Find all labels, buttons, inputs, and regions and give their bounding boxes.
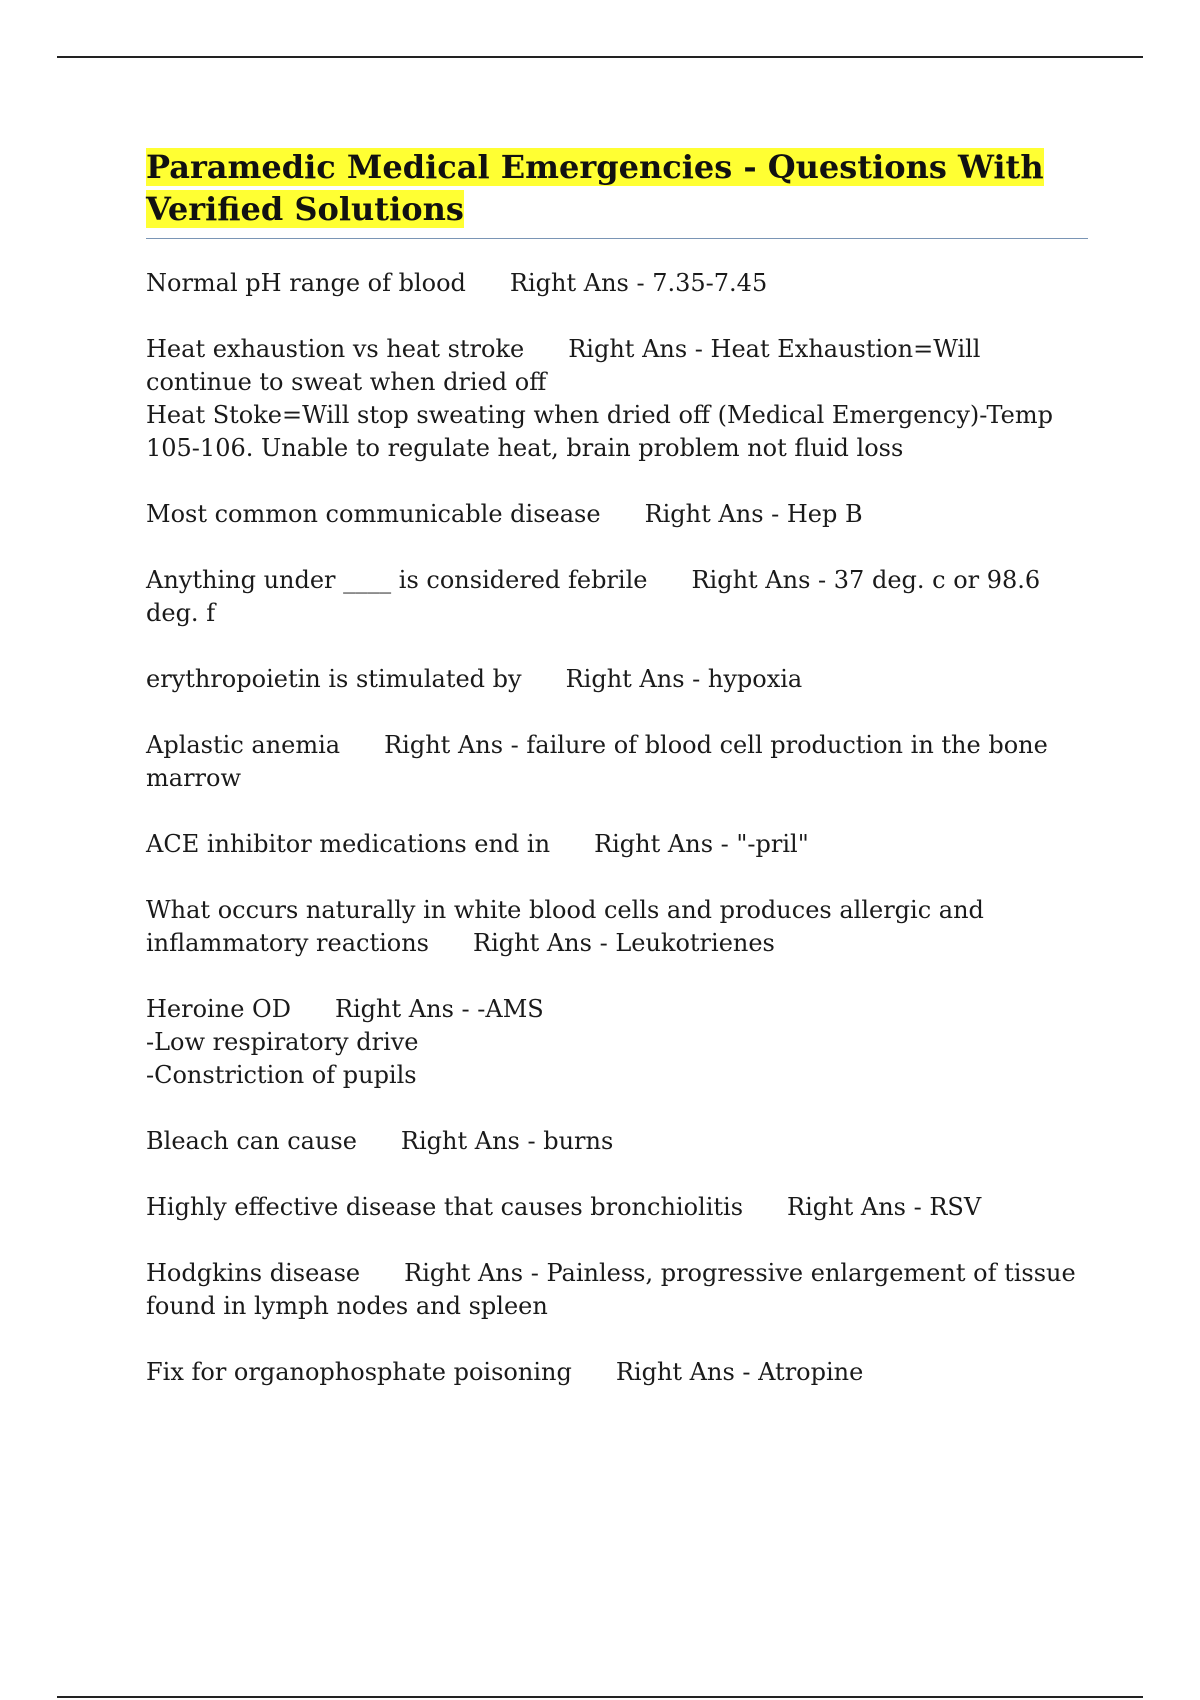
question-text: Most common communicable disease xyxy=(146,500,601,528)
question-text: ACE inhibitor medications end in xyxy=(146,830,551,858)
document-title-text: Paramedic Medical Emergencies - Questions With Verified Solutions xyxy=(146,148,1044,228)
qa-item xyxy=(146,1191,1088,1224)
document-title xyxy=(146,146,1088,230)
answer-text: Right Ans - hypoxia xyxy=(565,665,803,693)
question-text: Bleach can cause xyxy=(146,1127,357,1155)
question-text: Hodgkins disease xyxy=(146,1259,361,1287)
document-body xyxy=(146,146,1088,1422)
answer-text: Right Ans - Heat Exhaustion=Will continue to sweat when dried off Heat Stoke=Will stop sweating when dried off (Medical Emergency)-Temp 105-106. Unable to regulate heat, brain problem not fluid loss xyxy=(146,335,1053,462)
qa-item xyxy=(146,498,1088,531)
qa-list xyxy=(146,267,1088,1389)
answer-text: Right Ans - Painless, progressive enlargement of tissue found in lymph nodes and spleen xyxy=(146,1259,1084,1320)
question-text: Anything under ____ is considered febrile xyxy=(146,566,648,594)
page-top-rule xyxy=(57,56,1143,58)
answer-text: Right Ans - burns xyxy=(400,1127,614,1155)
answer-text: Right Ans - 37 deg. c or 98.6 deg. f xyxy=(146,566,1048,627)
answer-text: Right Ans - failure of blood cell production in the bone marrow xyxy=(146,731,1056,792)
answer-text: Right Ans - 7.35-7.45 xyxy=(509,269,768,297)
answer-text: Right Ans - Leukotrienes xyxy=(473,929,775,957)
answer-text: Right Ans - RSV xyxy=(787,1193,982,1221)
qa-item xyxy=(146,993,1088,1092)
question-text: erythropoietin is stimulated by xyxy=(146,665,522,693)
qa-item xyxy=(146,267,1088,300)
page-bottom-rule xyxy=(57,1696,1143,1698)
question-text: What occurs naturally in white blood cells and produces allergic and inflammatory reactions xyxy=(146,896,992,957)
question-text: Normal pH range of blood xyxy=(146,269,466,297)
answer-text: Right Ans - "-pril" xyxy=(594,830,809,858)
question-text: Heat exhaustion vs heat stroke xyxy=(146,335,525,363)
title-underline xyxy=(146,238,1088,239)
qa-item xyxy=(146,828,1088,861)
answer-text: Right Ans - Hep B xyxy=(644,500,863,528)
qa-item xyxy=(146,1125,1088,1158)
qa-item xyxy=(146,564,1088,630)
question-text: Highly effective disease that causes bronchiolitis xyxy=(146,1193,744,1221)
qa-item xyxy=(146,1257,1088,1323)
qa-item xyxy=(146,729,1088,795)
question-text: Fix for organophosphate poisoning xyxy=(146,1358,572,1386)
qa-item xyxy=(146,894,1088,960)
qa-item xyxy=(146,333,1088,465)
answer-text: Right Ans - Atropine xyxy=(615,1358,864,1386)
answer-text: Right Ans - -AMS -Low respiratory drive -Constriction of pupils xyxy=(146,995,544,1089)
question-text: Heroine OD xyxy=(146,995,291,1023)
qa-item xyxy=(146,1356,1088,1389)
qa-item xyxy=(146,663,1088,696)
question-text: Aplastic anemia xyxy=(146,731,341,759)
